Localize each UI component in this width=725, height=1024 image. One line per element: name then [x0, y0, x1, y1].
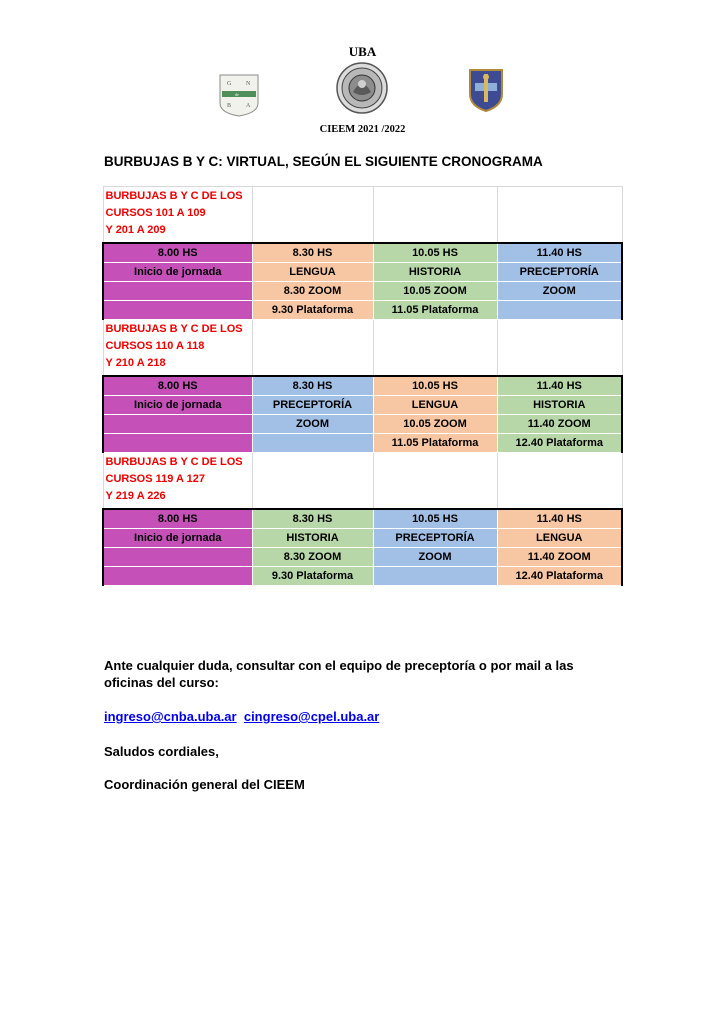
schedule-cell: 8.00 HS — [103, 509, 252, 529]
schedule-cell: PRECEPTORÍA — [373, 529, 497, 548]
empty-cell — [373, 320, 497, 377]
schedule-row — [103, 548, 622, 567]
schedule-row — [103, 529, 622, 548]
schedule-cell: HISTORIA — [252, 529, 373, 548]
schedule-row — [103, 243, 622, 263]
schedule-cell: 11.40 ZOOM — [497, 548, 622, 567]
schedule-cell: 8.30 ZOOM — [252, 282, 373, 301]
group-header-row — [103, 453, 622, 510]
page-title: BURBUJAS B Y C: VIRTUAL, SEGÚN EL SIGUIENTE CRONOGRAMA — [104, 154, 543, 169]
schedule-cell: PRECEPTORÍA — [252, 396, 373, 415]
schedule-cell: 12.40 Plataforma — [497, 567, 622, 586]
schedule-row — [103, 282, 622, 301]
svg-text:N: N — [246, 81, 251, 87]
group-title-line: BURBUJAS B Y C DE LOS — [105, 456, 243, 468]
schedule-cell: 12.40 Plataforma — [497, 434, 622, 453]
group-title-line: Y 219 A 226 — [105, 490, 166, 502]
svg-text:de: de — [235, 92, 239, 97]
schedule-cell: Inicio de jornada — [103, 396, 252, 415]
empty-cell — [252, 187, 373, 244]
group-title-line: Y 201 A 209 — [105, 224, 166, 236]
schedule-table — [102, 186, 623, 586]
schedule-cell: 8.30 HS — [252, 243, 373, 263]
group-title-line: CURSOS 119 A 127 — [105, 473, 205, 485]
group-title-line: Y 210 A 218 — [105, 357, 166, 369]
schedule-cell — [103, 548, 252, 567]
schedule-cell: 10.05 ZOOM — [373, 282, 497, 301]
schedule-row — [103, 301, 622, 320]
svg-text:A: A — [246, 103, 251, 109]
uba-seal-logo — [333, 62, 391, 114]
empty-cell — [373, 453, 497, 510]
schedule-cell: LENGUA — [252, 263, 373, 282]
schedule-cell: 8.00 HS — [103, 376, 252, 396]
group-title — [103, 187, 252, 244]
svg-text:G: G — [227, 81, 232, 87]
schedule-cell — [252, 434, 373, 453]
schedule-cell: 11.05 Plataforma — [373, 434, 497, 453]
schedule-cell — [373, 567, 497, 586]
group-title — [103, 320, 252, 377]
empty-cell — [497, 187, 622, 244]
group-title-line: BURBUJAS B Y C DE LOS — [105, 190, 243, 202]
schedule-cell: 11.40 HS — [497, 509, 622, 529]
empty-cell — [252, 453, 373, 510]
greeting: Saludos cordiales, — [104, 744, 219, 759]
schedule-cell: 10.05 HS — [373, 509, 497, 529]
schedule-cell: 8.00 HS — [103, 243, 252, 263]
schedule-cell: 8.30 HS — [252, 376, 373, 396]
group-title-line: BURBUJAS B Y C DE LOS — [105, 323, 243, 335]
schedule-cell — [103, 282, 252, 301]
signature: Coordinación general del CIEEM — [104, 777, 305, 792]
schedule-cell: HISTORIA — [373, 263, 497, 282]
group-header-row — [103, 320, 622, 377]
schedule-row — [103, 434, 622, 453]
contact-note: Ante cualquier duda, consultar con el equipo de preceptoría o por mail a las oficinas del curso: — [104, 658, 574, 690]
schedule-cell: ZOOM — [373, 548, 497, 567]
schedule-cell: 10.05 ZOOM — [373, 415, 497, 434]
schedule-row — [103, 263, 622, 282]
schedule-row — [103, 567, 622, 586]
schedule-row — [103, 509, 622, 529]
email-links — [104, 708, 379, 725]
schedule-cell: 11.40 HS — [497, 376, 622, 396]
schedule-cell: 11.40 ZOOM — [497, 415, 622, 434]
svg-text:B: B — [227, 103, 232, 109]
header-org: UBA — [348, 44, 377, 59]
schedule-cell: 9.30 Plataforma — [252, 567, 373, 586]
schedule-cell — [103, 567, 252, 586]
empty-cell — [252, 320, 373, 377]
group-title-line: CURSOS 110 A 118 — [105, 340, 205, 352]
schedule-cell: 11.05 Plataforma — [373, 301, 497, 320]
schedule-cell: HISTORIA — [497, 396, 622, 415]
schedule-cell: LENGUA — [497, 529, 622, 548]
cpel-shield-logo — [468, 66, 504, 112]
schedule-cell: 8.30 ZOOM — [252, 548, 373, 567]
schedule-cell: Inicio de jornada — [103, 263, 252, 282]
gnba-logo — [218, 73, 260, 117]
header-subtitle: CIEEM 2021 /2022 — [319, 124, 406, 135]
empty-cell — [373, 187, 497, 244]
email-link-cnba[interactable]: ingreso@cnba.uba.ar — [104, 709, 237, 724]
schedule-cell: ZOOM — [252, 415, 373, 434]
schedule-cell — [103, 434, 252, 453]
empty-cell — [497, 320, 622, 377]
schedule-cell — [497, 301, 622, 320]
group-header-row — [103, 187, 622, 244]
schedule-row — [103, 415, 622, 434]
schedule-cell — [103, 415, 252, 434]
schedule-cell: Inicio de jornada — [103, 529, 252, 548]
group-title — [103, 453, 252, 510]
schedule-row — [103, 396, 622, 415]
schedule-cell: 10.05 HS — [373, 376, 497, 396]
schedule-cell: ZOOM — [497, 282, 622, 301]
email-link-cpel[interactable]: cingreso@cpel.uba.ar — [243, 709, 380, 724]
schedule-cell: 8.30 HS — [252, 509, 373, 529]
schedule-row — [103, 376, 622, 396]
schedule-cell: LENGUA — [373, 396, 497, 415]
schedule-cell: 9.30 Plataforma — [252, 301, 373, 320]
empty-cell — [497, 453, 622, 510]
schedule-cell: PRECEPTORÍA — [497, 263, 622, 282]
schedule-cell: 10.05 HS — [373, 243, 497, 263]
group-title-line: CURSOS 101 A 109 — [105, 207, 206, 219]
schedule-cell — [103, 301, 252, 320]
schedule-cell: 11.40 HS — [497, 243, 622, 263]
